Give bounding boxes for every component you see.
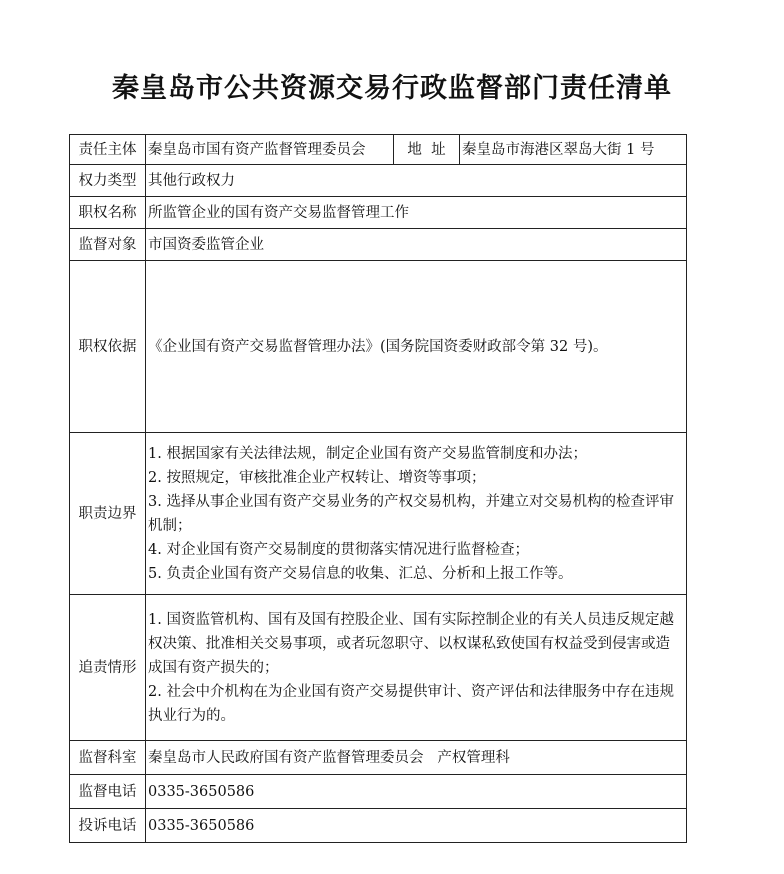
label-complaint: 投诉电话 — [70, 809, 146, 843]
row-authority-name — [70, 197, 687, 229]
row-phone — [70, 775, 687, 809]
label-supervised: 监督对象 — [70, 229, 146, 261]
row-complaint — [70, 809, 687, 843]
boundary-item: 3. 选择从事企业国有资产交易业务的产权交易机构，并建立对交易机构的检查评审机制； — [148, 493, 674, 534]
boundary-item: 4. 对企业国有资产交易制度的贯彻落实情况进行监督检查； — [148, 541, 529, 558]
value-accountability — [146, 595, 687, 741]
value-office: 秦皇岛市人民政府国有资产监督管理委员会 产权管理科 — [146, 741, 687, 775]
value-authority-name: 所监管企业的国有资产交易监督管理工作 — [146, 197, 687, 229]
label-office: 监督科室 — [70, 741, 146, 775]
accountability-item: 2. 社会中介机构在为企业国有资产交易提供审计、资产评估和法律服务中存在违规执业行为的。 — [148, 683, 674, 724]
label-accountability: 追责情形 — [70, 595, 146, 741]
value-boundary — [146, 433, 687, 595]
label-authority-name: 职权名称 — [70, 197, 146, 229]
label-address: 地 址 — [394, 135, 460, 165]
label-basis: 职权依据 — [70, 261, 146, 433]
row-subject — [70, 135, 687, 165]
value-supervised: 市国资委监管企业 — [146, 229, 687, 261]
page-title: 秦皇岛市公共资源交易行政监督部门责任清单 — [112, 73, 672, 104]
row-supervised — [70, 229, 687, 261]
boundary-item: 5. 负责企业国有资产交易信息的收集、汇总、分析和上报工作等。 — [148, 565, 573, 582]
row-office — [70, 741, 687, 775]
value-complaint: 0335-3650586 — [146, 809, 687, 843]
boundary-item: 1. 根据国家有关法律法规，制定企业国有资产交易监管制度和办法； — [148, 445, 587, 462]
value-address: 秦皇岛市海港区翠岛大街 1 号 — [460, 135, 687, 165]
label-subject: 责任主体 — [70, 135, 146, 165]
row-basis — [70, 261, 687, 433]
label-boundary: 职责边界 — [70, 433, 146, 595]
accountability-item: 1. 国资监管机构、国有及国有控股企业、国有实际控制企业的有关人员违反规定越权决策、批准相关交易事项，或者玩忽职守、以权谋私致使国有权益受到侵害或造成国有资产损失的； — [148, 611, 674, 676]
label-power-type: 权力类型 — [70, 165, 146, 197]
row-accountability — [70, 595, 687, 741]
value-basis: 《企业国有资产交易监督管理办法》(国务院国资委财政部令第 32 号)。 — [146, 261, 687, 433]
value-phone: 0335-3650586 — [146, 775, 687, 809]
row-boundary — [70, 433, 687, 595]
boundary-item: 2. 按照规定，审核批准企业产权转让、增资等事项； — [148, 469, 486, 486]
value-power-type: 其他行政权力 — [146, 165, 687, 197]
responsibility-table — [69, 134, 687, 843]
value-subject: 秦皇岛市国有资产监督管理委员会 — [146, 135, 394, 165]
row-power-type — [70, 165, 687, 197]
label-phone: 监督电话 — [70, 775, 146, 809]
